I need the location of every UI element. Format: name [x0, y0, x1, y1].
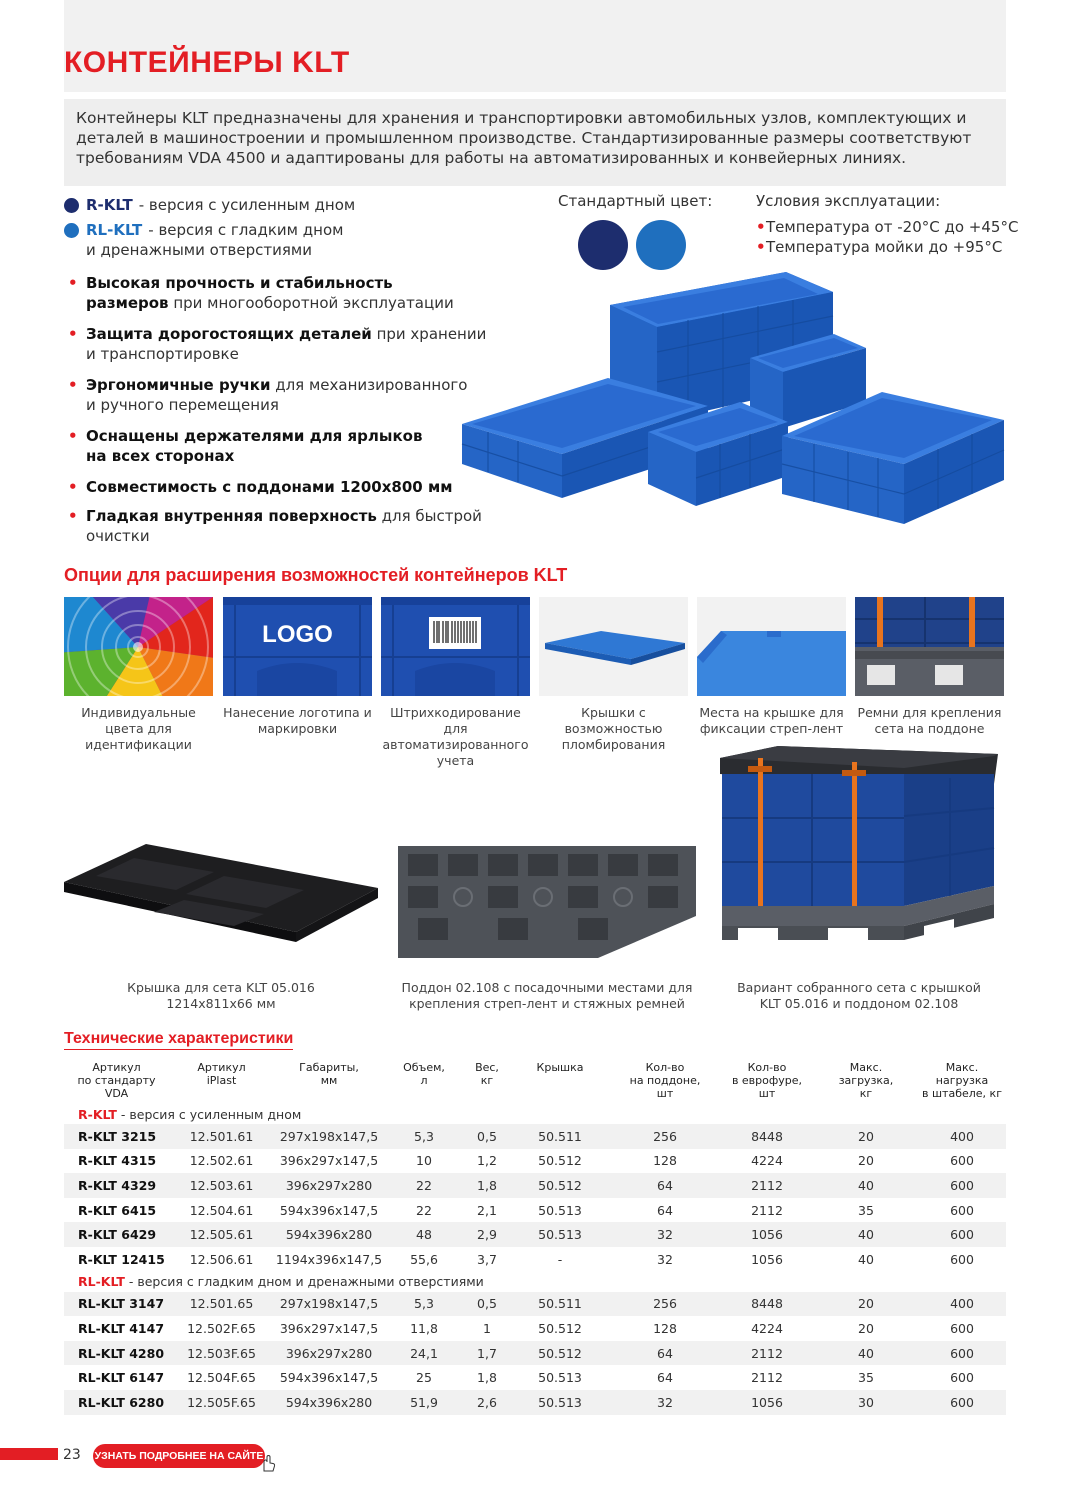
variant-name: RL-KLT: [86, 221, 143, 239]
table-cell: 20: [858, 1320, 874, 1336]
page-number: 23: [63, 1447, 81, 1463]
option-custom-colors: [64, 597, 213, 753]
black-lid-image: [64, 838, 378, 948]
table-cell: 2,9: [464, 1222, 510, 1247]
accessory-caption: Вариант собранного сета с крышкой KLT 05.016 и поддоном 02.108: [737, 980, 981, 1011]
light-blue-dot-icon: [64, 223, 79, 238]
color-spiral-image: [64, 597, 213, 696]
table-cell: RL-KLT 6280: [64, 1390, 169, 1415]
color-swatch-light-blue: [636, 220, 686, 270]
table-cell: 24,1: [384, 1341, 464, 1366]
table-cell: 0,5: [464, 1292, 510, 1317]
table-row: [64, 1390, 1006, 1415]
accessory-assembled-set: [718, 744, 1000, 1012]
table-cell: 1,2: [477, 1153, 497, 1169]
variant-rl-klt: [64, 220, 355, 260]
standard-color-label: Стандартный цвет:: [558, 192, 713, 210]
learn-more-button[interactable]: УЗНАТЬ ПОДРОБНЕЕ НА САЙТЕ: [93, 1444, 265, 1468]
table-cell: 32: [610, 1222, 720, 1247]
option-caption: Ремни для крепления сета на поддоне: [857, 705, 1002, 736]
intro-text: Контейнеры KLT предназначены для хранения и транспортировки автомобильных узлов, комплектующих и деталей в машиностроении и промышленном производстве. Стандартизированные размеры соответствуют требованиям VDA 4500 и адаптированы для работы на автоматизированных и конвейерных линиях.: [64, 99, 1006, 186]
table-cell: 256: [610, 1124, 720, 1149]
table-cell: 12.501.61: [169, 1124, 274, 1149]
table-cell: 50.511: [510, 1124, 610, 1149]
accessory-lid: [64, 838, 378, 1012]
option-caption: Места на крышке для фиксации стреп-лент: [699, 705, 844, 736]
table-cell: RL-KLT 6147: [78, 1370, 165, 1386]
accessory-caption: Поддон 02.108 с посадочными местами для крепления стреп-лент и стяжных ремней: [401, 980, 693, 1011]
col-header-max-stack: Макс. нагрузка в штабеле, кг: [922, 1061, 1002, 1100]
table-cell: 12.502.61: [189, 1153, 254, 1169]
table-cell: 11,8: [410, 1320, 438, 1336]
table-cell: 600: [950, 1370, 974, 1386]
table-cell: 5,3: [384, 1292, 464, 1317]
table-row: [64, 1173, 1006, 1198]
table-cell: 50.512: [538, 1320, 582, 1336]
table-cell: R-KLT 4315: [78, 1153, 157, 1169]
table-cell: R-KLT 4329: [64, 1173, 169, 1198]
table-cell: R-KLT 12415: [78, 1251, 165, 1267]
specs-title: Технические характеристики: [64, 1030, 293, 1050]
table-cell: 396x297x280: [274, 1341, 384, 1366]
table-cell: 50.513: [510, 1222, 610, 1247]
group-description: - версия с усиленным дном: [116, 1106, 302, 1122]
table-cell: 50.511: [510, 1292, 610, 1317]
table-cell: 12.502F.65: [187, 1320, 256, 1336]
table-cell: 25: [416, 1370, 432, 1386]
table-cell: 600: [918, 1341, 1006, 1366]
table-cell: 594x396x280: [274, 1222, 384, 1247]
table-cell: 297x198x147,5: [274, 1124, 384, 1149]
pallet-image: [398, 846, 696, 958]
table-cell: 20: [814, 1124, 918, 1149]
logo-text: LOGO: [262, 621, 333, 648]
table-cell: 50.512: [538, 1153, 582, 1169]
table-cell: 51,9: [384, 1390, 464, 1415]
table-cell: 12.505F.65: [169, 1390, 274, 1415]
table-cell: 35: [858, 1370, 874, 1386]
group-name: R-KLT: [78, 1106, 117, 1122]
table-cell: 2,1: [477, 1202, 497, 1218]
table-cell: 50.513: [538, 1202, 582, 1218]
variant-text: - версия с гладким дном: [148, 221, 344, 239]
feature-item: • Совместимость с поддонами 1200x800 мм: [64, 477, 534, 497]
table-cell: 50.512: [510, 1173, 610, 1198]
table-cell: 22: [416, 1202, 432, 1218]
table-cell: RL-KLT 3147: [64, 1292, 169, 1317]
conditions-label: Условия эксплуатации:: [756, 192, 941, 210]
variants-list: [64, 195, 355, 265]
table-cell: 40: [814, 1341, 918, 1366]
feature-item: • Гладкая внутренняя поверхность для быстрой очистки: [64, 506, 534, 546]
color-swatch-dark-blue: [578, 220, 628, 270]
table-cell: 400: [918, 1124, 1006, 1149]
table-cell: 600: [950, 1320, 974, 1336]
lid-closeup-image: [697, 597, 846, 696]
straps-image: [855, 597, 1004, 696]
variant-r-klt: [64, 195, 355, 215]
table-cell: 64: [657, 1370, 673, 1386]
table-cell: 396x297x147,5: [279, 1320, 379, 1336]
assembled-set-image: [718, 744, 1000, 940]
table-cell: 1056: [720, 1390, 814, 1415]
table-cell: 64: [610, 1341, 720, 1366]
option-straps: [855, 597, 1004, 737]
table-cell: 1,8: [464, 1173, 510, 1198]
option-barcode: [381, 597, 530, 769]
group-name: RL-KLT: [78, 1274, 125, 1290]
table-cell: 594x396x147,5: [279, 1202, 379, 1218]
options-title: Опции для расширения возможностей контейнеров KLT: [64, 565, 568, 585]
feature-item: • Защита дорогостоящих деталей при хранении и транспортировке: [64, 324, 534, 364]
table-cell: 20: [814, 1292, 918, 1317]
table-cell: 594x396x280: [274, 1390, 384, 1415]
table-cell: 600: [950, 1251, 974, 1267]
table-cell: 35: [858, 1202, 874, 1218]
option-caption: Штрихкодирование для автоматизированного учета: [382, 705, 529, 768]
table-cell: 20: [858, 1153, 874, 1169]
condition-item: • Температура мойки до +95°С: [756, 237, 1018, 257]
table-cell: 128: [653, 1153, 677, 1169]
table-cell: 64: [657, 1202, 673, 1218]
feature-item: • Эргономичные ручки для механизированного и ручного перемещения: [64, 375, 534, 415]
group-description: - версия с гладким дном и дренажными отверстиями: [124, 1274, 484, 1290]
table-cell: 40: [858, 1251, 874, 1267]
table-cell: 55,6: [410, 1251, 438, 1267]
table-cell: 396x297x147,5: [279, 1153, 379, 1169]
table-cell: 600: [950, 1153, 974, 1169]
footer-accent-bar: [0, 1448, 58, 1460]
page-title: КОНТЕЙНЕРЫ KLT: [64, 46, 350, 79]
table-cell: 12.504.61: [189, 1202, 254, 1218]
klt-containers-image: [458, 272, 1006, 528]
option-caption: Нанесение логотипа и маркировки: [223, 705, 372, 736]
table-cell: 64: [610, 1173, 720, 1198]
table-row: [64, 1316, 1006, 1341]
table-row: [64, 1198, 1006, 1223]
table-cell: 1,7: [464, 1341, 510, 1366]
table-cell: 5,3: [384, 1124, 464, 1149]
table-cell: 12.503.61: [169, 1173, 274, 1198]
col-header-lid: Крышка: [536, 1061, 584, 1074]
table-cell: 40: [814, 1222, 918, 1247]
table-cell: 30: [814, 1390, 918, 1415]
logo-box-image: [223, 597, 372, 696]
variant-name: R-KLT: [86, 196, 133, 214]
table-cell: R-KLT 6429: [64, 1222, 169, 1247]
table-cell: 3,7: [477, 1251, 497, 1267]
table-cell: RL-KLT 4280: [64, 1341, 169, 1366]
specs-header-row: [64, 1058, 1006, 1104]
table-cell: 1056: [751, 1251, 783, 1267]
accessory-pallet: [398, 846, 696, 1012]
table-cell: 1056: [720, 1222, 814, 1247]
option-sealable-lids: [539, 597, 688, 753]
table-cell: 32: [657, 1251, 673, 1267]
table-cell: 1,8: [477, 1370, 497, 1386]
table-row: [64, 1365, 1006, 1390]
option-strap-places: [697, 597, 846, 737]
feature-item: • Оснащены держателями для ярлыков на всех сторонах: [64, 426, 534, 466]
table-cell: RL-KLT 4147: [78, 1320, 165, 1336]
table-cell: 32: [610, 1390, 720, 1415]
table-cell: 1: [483, 1320, 491, 1336]
specs-table: [64, 1058, 1006, 1415]
variant-text-line2: и дренажными отверстиями: [86, 241, 312, 259]
table-cell: 2112: [751, 1202, 783, 1218]
table-cell: 2112: [720, 1341, 814, 1366]
table-row: [64, 1341, 1006, 1366]
col-header-per-pallet: Кол-во на поддоне, шт: [629, 1061, 701, 1100]
lid-image: [539, 597, 688, 696]
table-cell: 50.513: [538, 1370, 582, 1386]
table-cell: 600: [918, 1222, 1006, 1247]
col-header-max-load: Макс. загрузка, кг: [838, 1061, 894, 1100]
table-cell: 50.512: [510, 1341, 610, 1366]
table-cell: 50.513: [510, 1390, 610, 1415]
table-cell: 48: [384, 1222, 464, 1247]
conditions-list: [756, 217, 1018, 257]
accessory-caption: Крышка для сета KLT 05.016 1214х811х66 мм: [127, 980, 315, 1011]
table-cell: 0,5: [464, 1124, 510, 1149]
table-cell: 12.504F.65: [187, 1370, 256, 1386]
table-cell: R-KLT 3215: [64, 1124, 169, 1149]
option-logo-printing: [223, 597, 372, 737]
table-cell: 12.501.65: [169, 1292, 274, 1317]
table-cell: 4224: [751, 1153, 783, 1169]
col-header-weight: Вес, кг: [475, 1061, 499, 1087]
group-header-row: [64, 1104, 1006, 1124]
table-cell: R-KLT 6415: [78, 1202, 157, 1218]
table-cell: 256: [610, 1292, 720, 1317]
col-header-volume: Объем, л: [403, 1061, 445, 1087]
hand-cursor-icon: [260, 1455, 276, 1473]
table-cell: 4224: [751, 1320, 783, 1336]
table-cell: 12.506.61: [189, 1251, 254, 1267]
table-cell: 600: [950, 1202, 974, 1218]
variant-text: - версия с усиленным дном: [138, 196, 356, 214]
dark-blue-dot-icon: [64, 198, 79, 213]
table-row: [64, 1292, 1006, 1317]
table-row: [64, 1149, 1006, 1174]
barcode-box-image: [381, 597, 530, 696]
table-cell: 2112: [751, 1370, 783, 1386]
condition-item: • Температура от -20°С до +45°С: [756, 217, 1018, 237]
table-cell: 297x198x147,5: [274, 1292, 384, 1317]
col-header-iplast: Артикул iPlast: [197, 1061, 246, 1087]
table-cell: -: [557, 1251, 563, 1267]
table-cell: 600: [918, 1173, 1006, 1198]
col-header-per-truck: Кол-во в еврофуре, шт: [731, 1061, 803, 1100]
table-cell: 400: [918, 1292, 1006, 1317]
table-cell: 12.503F.65: [169, 1341, 274, 1366]
table-cell: 22: [384, 1173, 464, 1198]
option-caption: Индивидуальные цвета для идентификации: [81, 705, 196, 752]
table-cell: 2,6: [464, 1390, 510, 1415]
table-row: [64, 1222, 1006, 1247]
table-cell: 40: [814, 1173, 918, 1198]
table-cell: 600: [918, 1390, 1006, 1415]
table-cell: 128: [653, 1320, 677, 1336]
table-cell: 8448: [720, 1292, 814, 1317]
table-cell: 8448: [720, 1124, 814, 1149]
table-cell: 594x396x147,5: [279, 1370, 379, 1386]
feature-item: • Высокая прочность и стабильность размеров при многооборотной эксплуатации: [64, 273, 534, 313]
table-cell: 2112: [720, 1173, 814, 1198]
table-row: [64, 1247, 1006, 1272]
table-cell: 12.505.61: [169, 1222, 274, 1247]
group-header-row: [64, 1272, 1006, 1292]
col-header-dimensions: Габариты, мм: [299, 1061, 359, 1087]
option-caption: Крышки с возможностью пломбирования: [561, 705, 666, 752]
table-cell: 1194x396x147,5: [275, 1251, 383, 1267]
table-cell: 396x297x280: [274, 1173, 384, 1198]
table-cell: 10: [416, 1153, 432, 1169]
col-header-vda: Артикул по стандарту VDA: [77, 1061, 156, 1100]
table-row: [64, 1124, 1006, 1149]
